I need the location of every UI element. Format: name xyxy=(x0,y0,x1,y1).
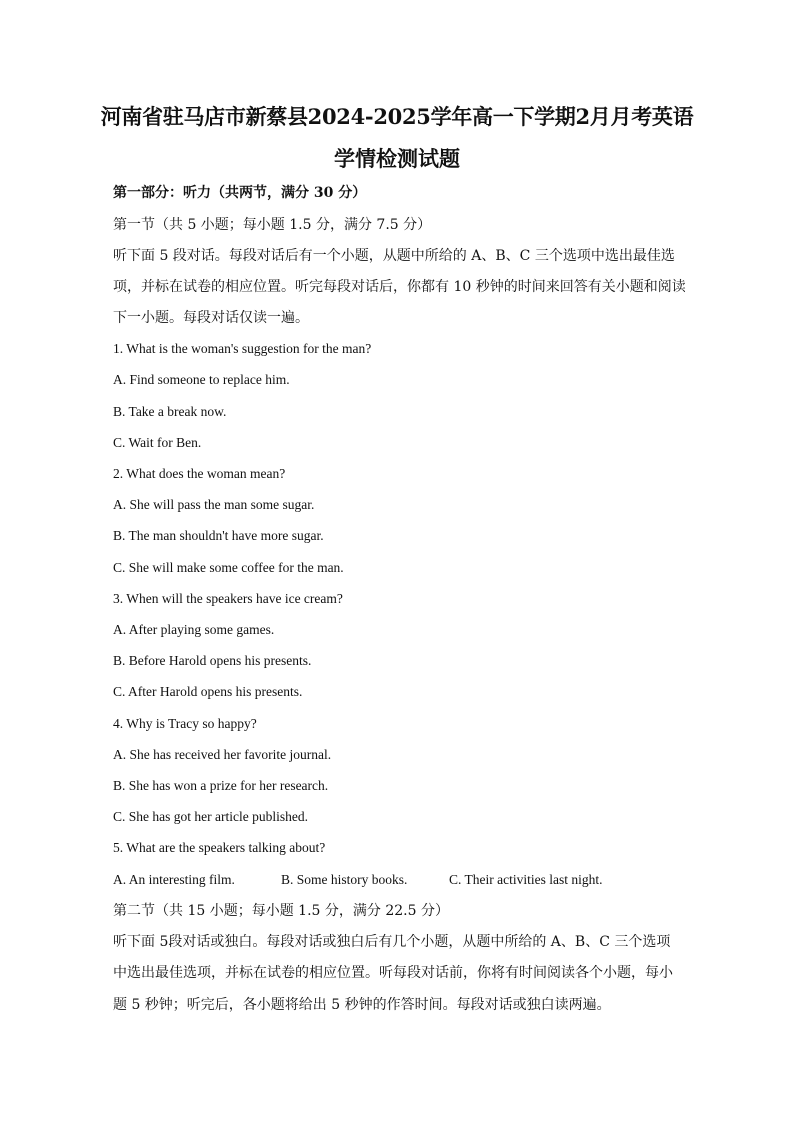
section2-heading: 第二节（共 15 小题；每小题 1.5 分，满分 22.5 分） xyxy=(113,903,449,919)
question-5-option-c: C. Their activities last night. xyxy=(449,872,603,887)
section2-instruction-line: 听下面 5段对话或独白。每段对话或独白后有几个小题，从题中所给的 A、B、C 三个选项 xyxy=(113,934,671,950)
document-title-line-1: 河南省驻马店市新蔡县2024-2025学年高一下学期2月月考英语 xyxy=(100,104,694,129)
question-3-option-b: B. Before Harold opens his presents. xyxy=(113,653,312,668)
question-2-stem: 2. What does the woman mean? xyxy=(113,466,286,481)
part1-heading: 第一部分：听力（共两节，满分 30 分） xyxy=(113,185,367,201)
section2-instruction-line: 中选出最佳选项，并标在试卷的相应位置。听每段对话前，你将有时间阅读各个小题，每小 xyxy=(113,965,673,981)
question-5-option-b: B. Some history books. xyxy=(281,872,408,887)
question-2-option-a: A. She will pass the man some sugar. xyxy=(113,497,315,512)
section2-instruction-line: 题 5 秒钟；听完后，各小题将给出 5 秒钟的作答时间。每段对话或独白读两遍。 xyxy=(113,997,611,1013)
question-1-stem: 1. What is the woman's suggestion for the man? xyxy=(113,341,372,356)
question-1-option-b: B. Take a break now. xyxy=(113,404,227,419)
section1-heading: 第一节（共 5 小题；每小题 1.5 分，满分 7.5 分） xyxy=(113,217,432,233)
question-4-option-b: B. She has won a prize for her research. xyxy=(113,778,329,793)
section1-instruction-line: 下一小题。每段对话仅读一遍。 xyxy=(113,310,309,326)
section1-instruction-line: 项，并标在试卷的相应位置。听完每段对话后，你都有 10 秒钟的时间来回答有关小题和阅读 xyxy=(113,279,686,295)
question-5-stem: 5. What are the speakers talking about? xyxy=(113,840,326,855)
question-2-option-b: B. The man shouldn't have more sugar. xyxy=(113,528,324,543)
question-3-stem: 3. When will the speakers have ice cream? xyxy=(113,591,343,606)
question-3-option-a: A. After playing some games. xyxy=(113,622,275,637)
question-5-option-a: A. An interesting film. xyxy=(113,872,235,887)
question-4-option-c: C. She has got her article published. xyxy=(113,809,308,824)
document-title-line-2: 学情检测试题 xyxy=(334,146,460,171)
section1-instruction-line: 听下面 5 段对话。每段对话后有一个小题，从题中所给的 A、B、C 三个选项中选出最佳选 xyxy=(113,248,675,264)
question-4-option-a: A. She has received her favorite journal. xyxy=(113,747,332,762)
question-2-option-c: C. She will make some coffee for the man. xyxy=(113,560,344,575)
question-1-option-a: A. Find someone to replace him. xyxy=(113,372,290,387)
question-4-stem: 4. Why is Tracy so happy? xyxy=(113,716,257,731)
question-3-option-c: C. After Harold opens his presents. xyxy=(113,684,303,699)
question-1-option-c: C. Wait for Ben. xyxy=(113,435,202,450)
